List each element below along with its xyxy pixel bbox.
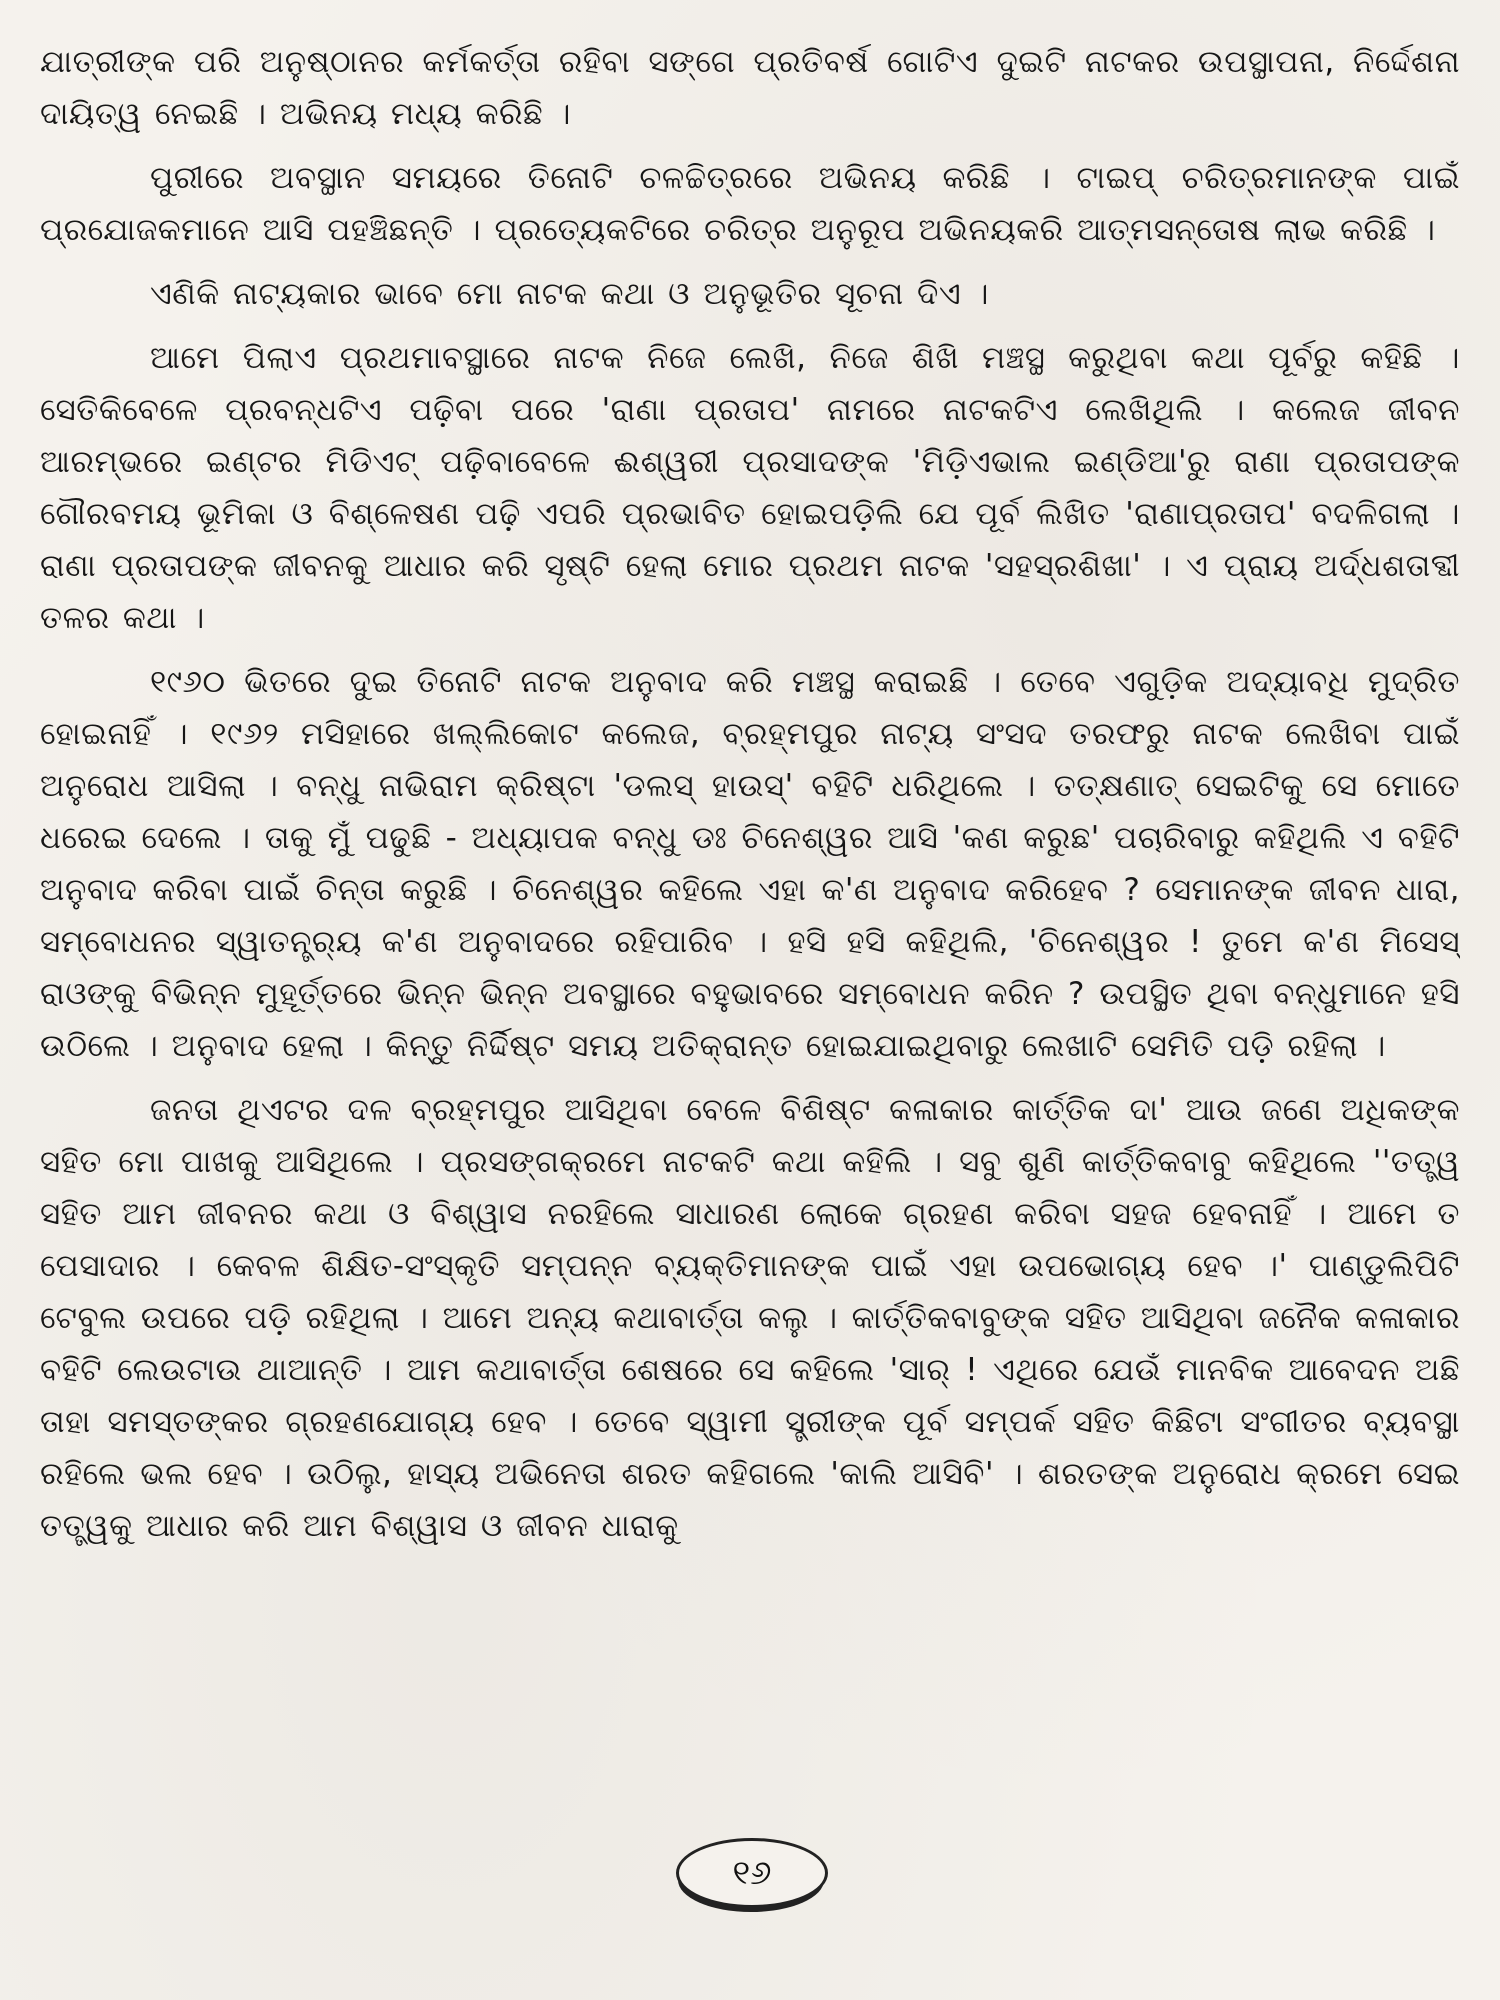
- page-number: ୧୬: [732, 1853, 772, 1893]
- page-number-badge: [676, 1838, 826, 1914]
- paragraph-3: ଏଣିକି ନାଟ୍ୟକାର ଭାବେ ମୋ ନାଟକ କଥା ଓ ଅନୁଭୂତିର ସୂଚନା ଦିଏ ।: [150, 276, 989, 312]
- paragraph-6: ଜନତା ଥିଏଟର ଦଳ ବ୍ରହ୍ମପୁର ଆସିଥିବା ବେଳେ ବିଶିଷ୍ଟ କଳାକାର କାର୍ତ୍ତିକ ଦା' ଆଉ ଜଣେ ଅଧିକଙ୍କ ସହିତ ମୋ ପାଖକୁ ଆସିଥିଲେ । ପ୍ରସଙ୍ଗକ୍ରମେ ନାଟକଟି କଥା କହିଲି । ସବୁ ଶୁଣି କାର୍ତ୍ତିକବାବୁ କହିଥିଲେ ''ତତ୍ତ୍ୱ ସହିତ ଆମ ଜୀବନର କଥା ଓ ବିଶ୍ୱାସ ନରହିଲେ ସାଧାରଣ ଲୋକେ ଗ୍ରହଣ କରିବା ସହଜ ହେବନାହିଁ । ଆମେ ତ ପେସାଦାର । କେବଳ ଶିକ୍ଷିତ-ସଂସ୍କୃତି ସମ୍ପନ୍ନ ବ୍ୟକ୍ତିମାନଙ୍କ ପାଇଁ ଏହା ଉପଭୋଗ୍ୟ ହେବ ।' ପାଣ୍ଡୁଲିପିଟି ଟେବୁଲ ଉପରେ ପଡ଼ି ରହିଥିଲା । ଆମେ ଅନ୍ୟ କଥାବାର୍ତ୍ତା କଲୁ । କାର୍ତ୍ତିକବାବୁଙ୍କ ସହିତ ଆସିଥିବା ଜନୈକ କଳାକାର ବହିଟି ଲେଉଟାଉ ଥାଆନ୍ତି । ଆମ କଥାବାର୍ତ୍ତା ଶେଷରେ ସେ କହିଲେ 'ସାର୍ ! ଏଥିରେ ଯେଉଁ ମାନବିକ ଆବେଦନ ଅଛି ତାହା ସମସ୍ତଙ୍କର ଗ୍ରହଣଯୋଗ୍ୟ ହେବ । ତେବେ ସ୍ୱାମୀ ସ୍ତ୍ରୀଙ୍କ ପୂର୍ବ ସମ୍ପର୍କ ସହିତ କିଛିଟା ସଂଗୀତର ବ୍ୟବସ୍ଥା ରହିଲେ ଭଲ ହେବ । ଉଠିଲୁ, ହାସ୍ୟ ଅଭିନେତା ଶରତ କହିଗଲେ 'କାଲି ଆସିବି' । ଶରତଙ୍କ ଅନୁରୋଧ କ୍ରମେ ସେଇ ତତ୍ତ୍ୱକୁ ଆଧାର କରି ଆମ ବିଶ୍ୱାସ ଓ ଜୀବନ ଧାରାକୁ: [40, 1092, 1460, 1544]
- page-footer: [0, 1838, 1500, 1928]
- paragraph-2: ପୁରୀରେ ଅବସ୍ଥାନ ସମୟରେ ତିନୋଟି ଚଳଚ୍ଚିତ୍ରରେ ଅଭିନୟ କରିଛି । ଟାଇପ୍ ଚରିତ୍ରମାନଙ୍କ ପାଇଁ ପ୍ରଯୋଜକମାନେ ଆସି ପହଞ୍ଚିଛନ୍ତି । ପ୍ରତ୍ୟେକଟିରେ ଚରିତ୍ର ଅନୁରୂପ ଅଭିନୟକରି ଆତ୍ମସନ୍ତୋଷ ଲାଭ କରିଛି ।: [40, 160, 1460, 248]
- paragraph-5: ୧୯୬୦ ଭିତରେ ଦୁଇ ତିନୋଟି ନାଟକ ଅନୁବାଦ କରି ମଞ୍ଚସ୍ଥ କରାଇଛି । ତେବେ ଏଗୁଡ଼ିକ ଅଦ୍ୟାବଧି ମୁଦ୍ରିତ ହୋଇନାହିଁ । ୧୯୬୨ ମସିହାରେ ଖଲ୍ଲିକୋଟ କଲେଜ, ବ୍ରହ୍ମପୁର ନାଟ୍ୟ ସଂସଦ ତରଫରୁ ନାଟକ ଲେଖିବା ପାଇଁ ଅନୁରୋଧ ଆସିଲା । ବନ୍ଧୁ ନାଭିରାମ କ୍ରିଷ୍ଟା 'ଡଲସ୍ ହାଉସ୍' ବହିଟି ଧରିଥିଲେ । ତତ୍‌କ୍ଷଣାତ୍ ସେଇଟିକୁ ସେ ମୋତେ ଧରେଇ ଦେଲେ । ତାକୁ ମୁଁ ପଢୁଛି - ଅଧ୍ୟାପକ ବନ୍ଧୁ ଡଃ ଚିନେଶ୍ୱର ଆସି 'କଣ କରୁଛ' ପଚାରିବାରୁ କହିଥିଲି ଏ ବହିଟି ଅନୁବାଦ କରିବା ପାଇଁ ଚିନ୍ତା କରୁଛି । ଚିନେଶ୍ୱର କହିଲେ ଏହା କ'ଣ ଅନୁବାଦ କରିହେବ ? ସେମାନଙ୍କ ଜୀବନ ଧାରା, ସମ୍ବୋଧନର ସ୍ୱାତନ୍ତ୍ର୍ୟ କ'ଣ ଅନୁବାଦରେ ରହିପାରିବ । ହସି ହସି କହିଥିଲି, 'ଚିନେଶ୍ୱର ! ତୁମେ କ'ଣ ମିସେସ୍ ରାଓଙ୍କୁ ବିଭିନ୍ନ ମୁହୂର୍ତ୍ତରେ ଭିନ୍ନ ଭିନ୍ନ ଅବସ୍ଥାରେ ବହୁଭାବରେ ସମ୍ବୋଧନ କରିନ ? ଉପସ୍ଥିତ ଥିବା ବନ୍ଧୁମାନେ ହସି ଉଠିଲେ । ଅନୁବାଦ ହେଲା । କିନ୍ତୁ ନିର୍ଦ୍ଦିଷ୍ଟ ସମୟ ଅତିକ୍ରାନ୍ତ ହୋଇଯାଇଥିବାରୁ ଲେଖାଟି ସେମିତି ପଡ଼ି ରହିଲା ।: [40, 664, 1460, 1064]
- page-body: [40, 36, 1460, 1836]
- paragraph-4: ଆମେ ପିଲାଏ ପ୍ରଥମାବସ୍ଥାରେ ନାଟକ ନିଜେ ଲେଖି, ନିଜେ ଶିଖି ମଞ୍ଚସ୍ଥ କରୁଥିବା କଥା ପୂର୍ବରୁ କହିଛି । ସେତିକିବେଳେ ପ୍ରବନ୍ଧଟିଏ ପଢ଼ିବା ପରେ 'ରାଣା ପ୍ରତାପ' ନାମରେ ନାଟକଟିଏ ଲେଖିଥିଲି । କଲେଜ ଜୀବନ ଆରମ୍ଭରେ ଇଣ୍ଟର ମିଡିଏଟ୍ ପଢ଼ିବାବେଳେ ଈଶ୍ୱରୀ ପ୍ରସାଦଙ୍କ 'ମିଡ଼ିଏଭାଲ ଇଣ୍ଡିଆ'ରୁ ରାଣା ପ୍ରତାପଙ୍କ ଗୌରବମୟ ଭୂମିକା ଓ ବିଶ୍ଳେଷଣ ପଢ଼ି ଏପରି ପ୍ରଭାବିତ ହୋଇପଡ଼ିଲି ଯେ ପୂର୍ବ ଲିଖିତ 'ରାଣାପ୍ରତାପ' ବଦଳିଗଲା । ରାଣା ପ୍ରତାପଙ୍କ ଜୀବନକୁ ଆଧାର କରି ସୃଷ୍ଟି ହେଲା ମୋର ପ୍ରଥମ ନାଟକ 'ସହସ୍ରଶିଖା' । ଏ ପ୍ରାୟ ଅର୍ଦ୍ଧଶତାବ୍ଦୀ ତଳର କଥା ।: [40, 340, 1460, 636]
- paragraph-1: ଯାତ୍ରୀଙ୍କ ପରି ଅନୁଷ୍ଠାନର କର୍ମକର୍ତ୍ତା ରହିବା ସଙ୍ଗେ ପ୍ରତିବର୍ଷ ଗୋଟିଏ ଦୁଇଟି ନାଟକର ଉପସ୍ଥାପନା, ନିର୍ଦ୍ଦେଶନା ଦାୟିତ୍ୱ ନେଇଛି । ଅଭିନୟ ମଧ୍ୟ କରିଛି ।: [40, 44, 1460, 132]
